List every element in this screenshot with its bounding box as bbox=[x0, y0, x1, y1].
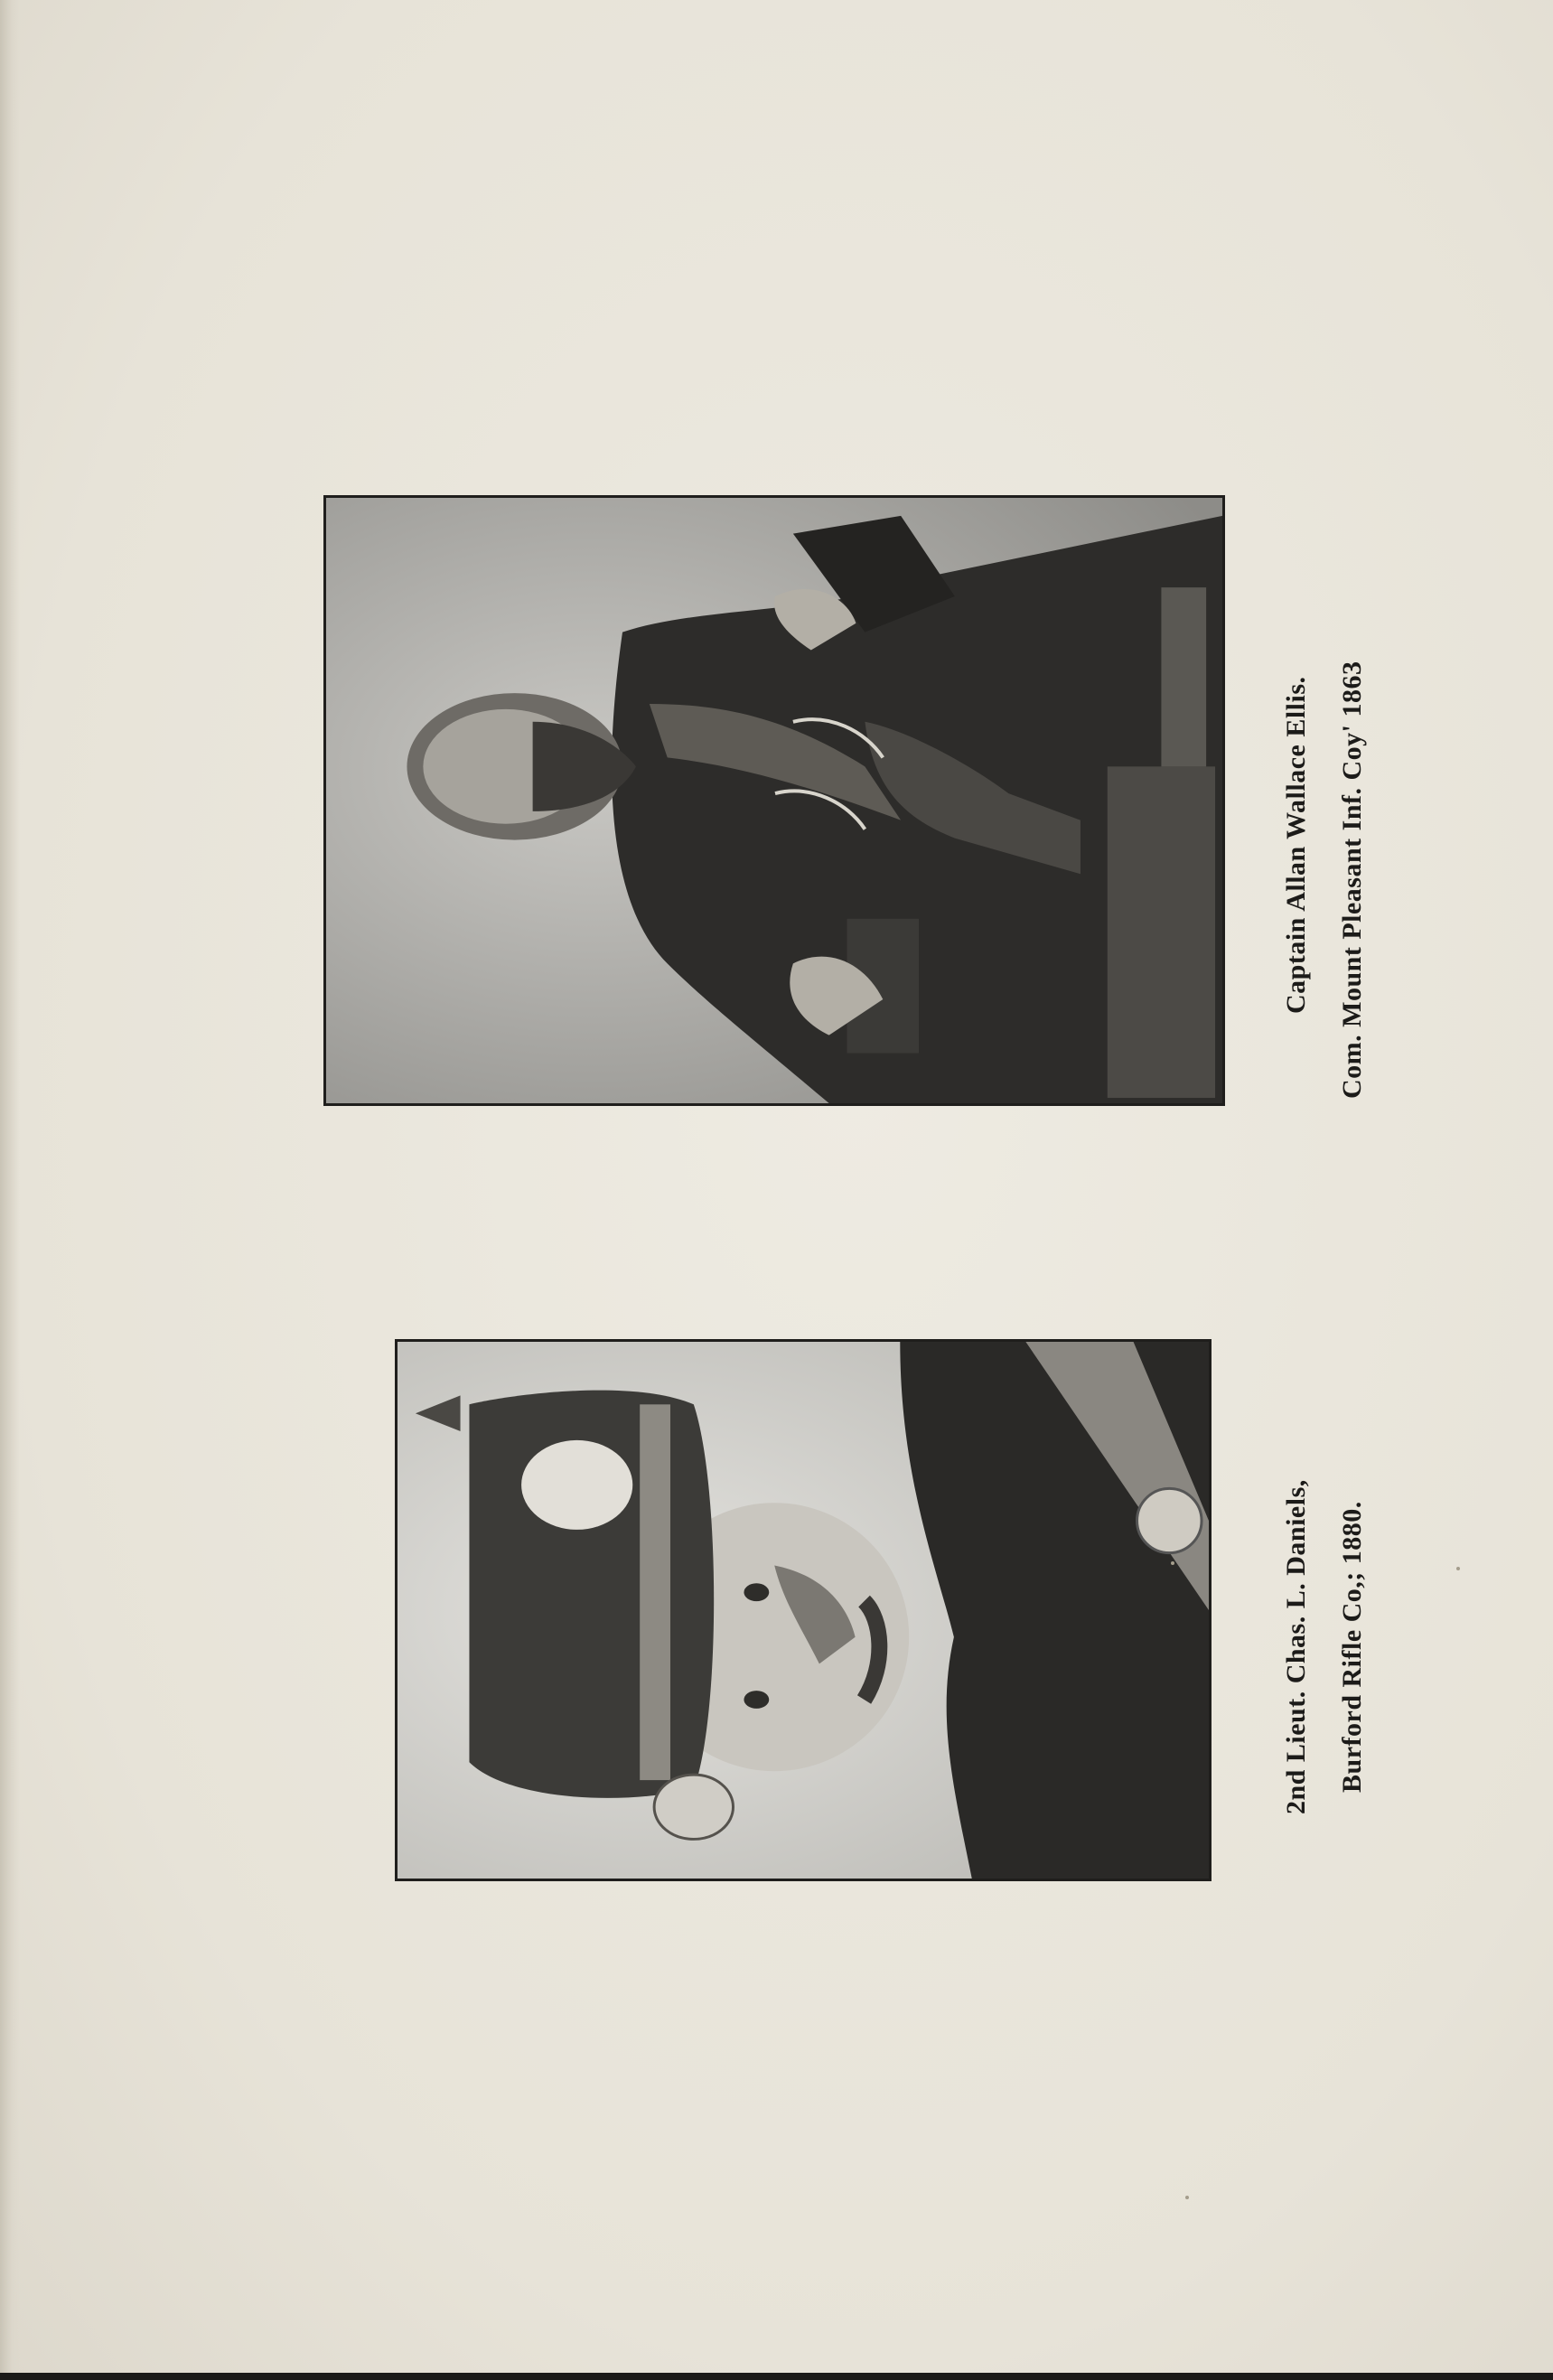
page-bottom-edge bbox=[0, 2373, 1553, 2380]
caption-daniels-line2: Burford Rifle Co,; 1880. bbox=[1337, 1501, 1367, 1793]
photo-ellis-image bbox=[326, 498, 1222, 1103]
page-gutter bbox=[0, 0, 20, 2380]
caption-ellis-line2: Com. Mount Pleasant Inf. Coy' 1863 bbox=[1337, 661, 1367, 1099]
paper-speck bbox=[1185, 2196, 1189, 2199]
paper-speck bbox=[1171, 1561, 1174, 1565]
portrait-photo-ellis bbox=[323, 495, 1225, 1106]
caption-ellis-line1: Captain Allan Wallace Ellis. bbox=[1281, 676, 1311, 1014]
photo-daniels-image bbox=[398, 1342, 1209, 1879]
paper-speck bbox=[1456, 1567, 1460, 1570]
portrait-photo-daniels bbox=[395, 1339, 1212, 1881]
caption-daniels-line1: 2nd Lieut. Chas. L. Daniels, bbox=[1281, 1479, 1311, 1814]
